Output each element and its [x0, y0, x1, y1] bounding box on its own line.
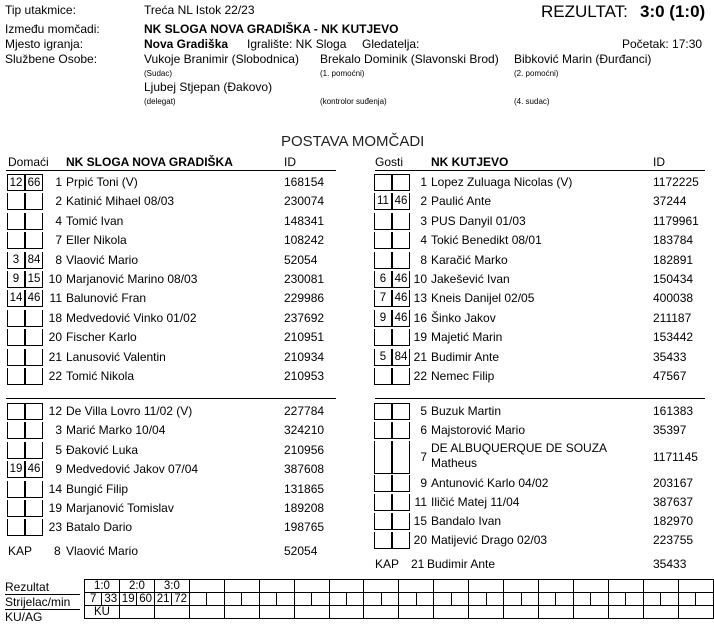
kuag-cell: [154, 606, 189, 619]
kuag-cell: [573, 606, 608, 619]
away-sub-minute-box: [392, 494, 410, 511]
score-cell: 1:0: [85, 580, 120, 593]
away-player-row: [0, 309, 714, 328]
away-shirt-number: 15: [413, 514, 427, 528]
away-player-row: [0, 251, 714, 270]
away-player-row: [0, 328, 714, 347]
scorer-cell: [521, 593, 538, 606]
away-player-row: [0, 474, 714, 493]
scorer-cell: [573, 593, 590, 606]
scorer-cell: [189, 593, 206, 606]
away-sub-minute-box: [374, 213, 392, 230]
away-player-id: 150434: [653, 272, 694, 286]
away-sub-minute-box: [374, 232, 392, 249]
away-player-name: Majetić Marin: [431, 330, 503, 345]
away-side-label: Gosti: [375, 155, 404, 169]
scorer-cell: [451, 593, 468, 606]
kuag-cell: [608, 606, 643, 619]
away-shirt-number: 11: [414, 495, 427, 509]
away-shirt-number: 20: [413, 533, 427, 547]
away-shirt-number: 5: [420, 404, 427, 418]
away-player-name: Majstorović Mario: [431, 423, 526, 437]
home-captain-label: KAP: [8, 544, 33, 558]
away-player-name: Jakešević Ivan: [431, 272, 510, 286]
kuag-cell: [364, 606, 399, 619]
score-cell: [259, 580, 294, 593]
bottom-label-divider-2: [5, 609, 80, 610]
away-sub-minute-box: [392, 422, 410, 439]
home-sub-minute-box: 15: [25, 271, 43, 288]
away-player-row: [0, 440, 714, 474]
away-player-id: 161383: [653, 404, 694, 418]
scorer-cell: [364, 593, 381, 606]
away-sub-minute-box: 11: [374, 193, 392, 210]
scorer-cell: [556, 593, 573, 606]
away-player-name: Tokić Benedikt 08/01: [431, 233, 542, 248]
score-cell: [504, 580, 539, 593]
home-player-id: 210953: [284, 369, 325, 383]
role-delegate: (delegat): [144, 97, 176, 106]
home-shirt-number: 8: [55, 252, 62, 267]
kickoff-value: Početak: 17:30: [622, 37, 703, 51]
kuag-cell: [189, 606, 224, 619]
bottom-label-divider-1: [5, 594, 80, 595]
home-sub-minute-box: 66: [25, 174, 43, 191]
scorer-cell: [399, 593, 416, 606]
away-captain-label: KAP: [375, 557, 400, 571]
home-sub-minute-box: 46: [25, 461, 43, 478]
away-player-name: Bandalo Ivan: [431, 514, 502, 528]
scorer-cell: [294, 593, 311, 606]
home-shirt-number: 2: [55, 194, 62, 209]
home-player-id: 230081: [284, 272, 325, 286]
home-sub-minute-box: 19: [7, 461, 25, 478]
home-captain-number: 8: [54, 544, 61, 558]
scorer-cell: [626, 593, 643, 606]
home-shirt-number: 18: [48, 310, 62, 325]
home-player-id: 227784: [284, 404, 325, 418]
score-cell: [434, 580, 469, 593]
scorer-cell: [259, 593, 276, 606]
score-cell: [399, 580, 434, 593]
away-sub-minute-box: [374, 441, 392, 474]
pitch-value: Igralište: NK Sloga: [247, 37, 347, 51]
away-player-id: 182891: [653, 252, 694, 267]
home-player-id: 387608: [284, 462, 325, 477]
away-shirt-number: 13: [413, 291, 427, 306]
scorer-cell: [277, 593, 294, 606]
home-shirt-number: 23: [48, 520, 62, 535]
away-shirt-number: 22: [413, 369, 427, 383]
away-player-row: [0, 402, 714, 421]
away-sub-minute-box: [392, 252, 410, 269]
kuag-row: [85, 606, 714, 619]
score-cell: [189, 580, 224, 593]
home-subs-divider: [6, 398, 336, 399]
away-sub-minute-box: [374, 174, 392, 191]
kuag-cell: [643, 606, 678, 619]
scorer-cell: [224, 593, 241, 606]
scorer-cell: [696, 593, 714, 606]
scorer-cell: 33: [102, 593, 119, 606]
home-shirt-number: 19: [48, 501, 62, 515]
official-assistant-1: Brekalo Dominik (Slavonski Brod): [320, 52, 499, 66]
home-player-id: 131865: [284, 481, 325, 496]
scorer-cell: [312, 593, 329, 606]
match-type-label: Tip utakmice:: [5, 3, 76, 17]
home-player-name: De Villa Lovro 11/02 (V): [66, 404, 193, 418]
scorer-cell: [381, 593, 398, 606]
scorer-cell: 72: [172, 593, 189, 606]
home-player-name: Fischer Karlo: [66, 330, 137, 345]
away-player-id: 1171145: [653, 450, 698, 464]
kuag-cell: KU: [85, 606, 120, 619]
away-player-row: [0, 421, 714, 440]
home-side-label: Domaći: [8, 155, 49, 169]
away-player-row: [0, 493, 714, 512]
away-player-id: 183784: [653, 233, 694, 248]
away-sub-minute-box: [392, 174, 410, 191]
scorer-cell: [643, 593, 660, 606]
away-player-row: [0, 270, 714, 289]
away-player-row: [0, 289, 714, 308]
scorer-cell: [434, 593, 451, 606]
home-player-name: Batalo Dario: [66, 520, 133, 535]
away-sub-minute-box: 46: [392, 271, 410, 288]
scorer-cell: [416, 593, 433, 606]
away-shirt-number: 8: [420, 252, 427, 267]
home-player-id: 168154: [284, 175, 325, 189]
officials-label: Službene Osobe:: [5, 52, 98, 66]
scorer-cell: [242, 593, 259, 606]
scorer-row: [85, 593, 714, 606]
away-shirt-number: 3: [420, 213, 427, 228]
away-shirt-number: 9: [420, 476, 427, 490]
home-player-name: Đaković Luka: [66, 442, 139, 457]
away-player-id: 211187: [653, 310, 692, 325]
venue-label: Mjesto igranja:: [5, 37, 84, 51]
score-cell: 2:0: [119, 580, 154, 593]
away-player-id: 1179961: [653, 213, 699, 228]
home-team-name: NK SLOGA NOVA GRADIŠKA: [66, 155, 233, 169]
home-shirt-number: 10: [48, 272, 62, 286]
official-assistant-2: Bibković Marin (Đurđanci): [514, 52, 652, 66]
scorer-cell: [469, 593, 486, 606]
away-shirt-number: 4: [420, 233, 427, 248]
home-shirt-number: 9: [55, 462, 62, 477]
role-assistant-2: (2. pomoćni): [514, 69, 559, 78]
official-delegate: Ljubej Stjepan (Đakovo): [144, 80, 273, 94]
away-player-id: 47567: [653, 369, 687, 383]
scorer-cell: [346, 593, 363, 606]
score-progression-table: [84, 579, 714, 619]
scorer-cell: 19: [119, 593, 136, 606]
away-sub-minute-box: [392, 213, 410, 230]
away-player-name: Nemec Filip: [431, 369, 495, 383]
home-player-id: 324210: [284, 423, 325, 438]
away-captain-number: 21: [411, 557, 425, 571]
home-sub-minute-box: 12: [7, 174, 25, 191]
scorer-row-label: Strijelac/min: [5, 595, 71, 609]
scorer-cell: 21: [154, 593, 171, 606]
home-sub-minute-box: 9: [7, 271, 25, 288]
kuag-cell: [504, 606, 539, 619]
home-player-id: 198765: [284, 520, 325, 535]
away-player-row: [0, 512, 714, 531]
away-player-name: Budimir Ante: [431, 349, 500, 364]
home-id-header: ID: [284, 155, 296, 169]
away-id-header: ID: [653, 155, 665, 169]
score-row-label: Rezultat: [5, 580, 50, 594]
home-player-name: Marjanović Tomislav: [66, 501, 174, 515]
away-sub-minute-box: [392, 368, 410, 385]
scorer-cell: [661, 593, 678, 606]
teams-value: NK SLOGA NOVA GRADIŠKA - NK KUTJEVO: [144, 22, 399, 36]
kuag-cell: [329, 606, 364, 619]
away-sub-minute-box: 46: [392, 310, 410, 327]
away-sub-minute-box: [374, 494, 392, 511]
away-shirt-number: 19: [413, 330, 427, 345]
away-shirt-number: 7: [420, 450, 427, 464]
away-captain-name: Budimir Ante: [427, 557, 496, 571]
home-player-name: Vlaović Mario: [66, 252, 139, 267]
home-player-id: 148341: [284, 213, 325, 228]
score-cell: [469, 580, 504, 593]
away-sub-minute-box: [392, 232, 410, 249]
home-player-name: Prpić Toni (V): [66, 175, 138, 189]
away-player-id: 203167: [653, 476, 694, 490]
home-player-name: Marjanović Marino 08/03: [66, 272, 198, 286]
scorer-cell: [678, 593, 695, 606]
away-subs-divider: [375, 398, 705, 399]
away-sub-minute-box: [392, 475, 410, 492]
away-player-id: 35433: [653, 349, 687, 364]
home-shirt-number: 22: [48, 369, 62, 383]
home-player-id: 108242: [284, 233, 325, 248]
role-controller: (kontrolor suđenja): [320, 97, 387, 106]
away-player-row: [0, 173, 714, 192]
away-player-name: Karačić Marko: [431, 252, 508, 267]
home-shirt-number: 20: [48, 330, 62, 345]
home-captain-name: Vlaović Mario: [66, 544, 139, 558]
away-player-name: Kneis Danijel 02/05: [431, 291, 535, 306]
away-sub-minute-box: [374, 475, 392, 492]
away-player-id: 387637: [653, 495, 694, 509]
score-cell: [329, 580, 364, 593]
home-player-name: Bungić Filip: [66, 481, 129, 496]
away-shirt-number: 16: [413, 310, 427, 325]
away-sub-minute-box: [374, 403, 392, 420]
away-shirt-number: 1: [420, 175, 427, 189]
kuag-cell: [538, 606, 573, 619]
away-header-divider: [375, 170, 705, 171]
away-sub-minute-box: [392, 513, 410, 530]
home-sub-minute-box: 3: [7, 252, 25, 269]
away-player-row: [0, 367, 714, 386]
scorer-cell: 60: [137, 593, 154, 606]
away-sub-minute-box: [374, 252, 392, 269]
kuag-cell: [678, 606, 713, 619]
away-sub-minute-box: [392, 403, 410, 420]
home-player-id: 52054: [284, 252, 318, 267]
home-player-name: Tomić Nikola: [66, 369, 135, 383]
result-label: REZULTAT:: [541, 2, 628, 21]
home-player-name: Eller Nikola: [66, 233, 127, 248]
away-player-name: Iličić Matej 11/04: [431, 495, 520, 509]
away-team-name: NK KUTJEVO: [431, 155, 509, 169]
home-player-name: Balunović Fran: [66, 291, 147, 306]
kuag-cell: [469, 606, 504, 619]
home-player-id: 230074: [284, 194, 325, 209]
home-shirt-number: 12: [48, 404, 62, 418]
away-player-name: Paulić Ante: [431, 194, 492, 209]
away-player-id: 153442: [653, 330, 694, 345]
scorer-cell: [207, 593, 224, 606]
away-sub-minute-box: [392, 532, 410, 549]
score-cell: [538, 580, 573, 593]
away-shirt-number: 10: [413, 272, 427, 286]
home-player-name: Marić Marko 10/04: [66, 423, 166, 438]
kuag-cell: [259, 606, 294, 619]
home-player-name: Tomić Ivan: [66, 213, 124, 228]
score-cell: [678, 580, 713, 593]
home-shirt-number: 5: [55, 442, 62, 457]
away-sub-minute-box: 84: [392, 349, 410, 366]
score-cell: [573, 580, 608, 593]
home-player-id: 189208: [284, 501, 325, 515]
home-player-id: 210956: [284, 442, 325, 457]
home-player-name: Lanusović Valentin: [66, 349, 166, 364]
home-sub-minute-box: 84: [25, 252, 43, 269]
away-player-name: DE ALBUQUERQUE DE SOUZA: [431, 441, 608, 455]
venue-value: Nova Gradiška: [144, 37, 229, 51]
kuag-cell: [119, 606, 154, 619]
scorer-cell: [504, 593, 521, 606]
away-player-row: [0, 231, 714, 250]
away-sub-minute-box: 5: [374, 349, 392, 366]
scorer-cell: [608, 593, 625, 606]
home-shirt-number: 11: [49, 291, 62, 306]
result-value: 3:0 (1:0): [640, 2, 706, 21]
score-cell: [224, 580, 259, 593]
away-player-id: 223755: [653, 533, 694, 547]
away-shirt-number: 2: [420, 194, 427, 209]
home-player-name: Medvedović Jakov 07/04: [66, 462, 199, 477]
away-player-id: 400038: [653, 291, 694, 306]
kuag-cell: [399, 606, 434, 619]
score-cell: [294, 580, 329, 593]
scorer-cell: 7: [85, 593, 102, 606]
home-shirt-number: 4: [55, 213, 62, 228]
away-player-row: [0, 348, 714, 367]
away-sub-minute-box: [392, 441, 410, 474]
away-player-id: 1172225: [653, 175, 699, 189]
official-referee: Vukoje Branimir (Slobodnica): [144, 52, 299, 66]
kuag-cell: [224, 606, 259, 619]
attendance-label: Gledatelja:: [362, 37, 420, 51]
away-sub-minute-box: 46: [392, 290, 410, 307]
role-assistant-1: (1. pomoćni): [320, 69, 365, 78]
home-player-name: Medvedović Vinko 01/02: [66, 310, 197, 325]
away-sub-minute-box: [374, 422, 392, 439]
home-shirt-number: 3: [55, 423, 62, 438]
lineup-title: POSTAVA MOMČADI: [281, 133, 425, 150]
home-shirt-number: 14: [48, 481, 62, 496]
home-player-id: 229986: [284, 291, 325, 306]
away-sub-minute-box: 7: [374, 290, 392, 307]
away-player-id: 37244: [653, 194, 687, 209]
away-sub-minute-box: [392, 329, 410, 346]
home-header-divider: [6, 170, 336, 171]
away-player-row: [0, 192, 714, 211]
away-sub-minute-box: 9: [374, 310, 392, 327]
home-sub-minute-box: 14: [7, 290, 25, 307]
home-player-id: 210951: [284, 330, 325, 345]
kuag-cell: [294, 606, 329, 619]
away-player-name-cont: Matheus: [431, 456, 478, 470]
score-cell: [364, 580, 399, 593]
away-player-name: Matijević Drago 02/03: [431, 533, 548, 547]
away-player-id: 35397: [653, 423, 687, 437]
score-cell: 3:0: [154, 580, 189, 593]
away-player-name: Lopez Zuluaga Nicolas (V): [431, 175, 573, 189]
scorer-cell: [538, 593, 555, 606]
home-player-name: Katinić Mihael 08/03: [66, 194, 175, 209]
away-sub-minute-box: [374, 368, 392, 385]
home-player-id: 210934: [284, 349, 325, 364]
away-player-name: Antunović Karlo 04/02: [431, 476, 549, 490]
home-shirt-number: 1: [55, 175, 62, 189]
home-player-id: 237692: [284, 310, 325, 325]
teams-label: Između momčadi:: [5, 22, 100, 36]
home-shirt-number: 7: [55, 233, 62, 248]
away-shirt-number: 6: [420, 423, 427, 437]
away-sub-minute-box: [374, 532, 392, 549]
role-fourth-official: (4. sudac): [514, 97, 550, 106]
score-cell: [608, 580, 643, 593]
away-sub-minute-box: [374, 329, 392, 346]
kuag-cell: [434, 606, 469, 619]
away-player-name: Buzuk Martin: [431, 404, 502, 418]
scorer-cell: [591, 593, 608, 606]
away-sub-minute-box: 46: [392, 193, 410, 210]
score-cell: [643, 580, 678, 593]
scorer-cell: [329, 593, 346, 606]
away-captain-id: 35433: [653, 557, 687, 571]
score-row: [85, 580, 714, 593]
kuag-row-label: KU/AG: [5, 610, 43, 624]
away-sub-minute-box: 6: [374, 271, 392, 288]
role-referee: (Sudac): [144, 69, 173, 78]
home-sub-minute-box: 46: [25, 290, 43, 307]
away-player-row: [0, 212, 714, 231]
scorer-cell: [486, 593, 503, 606]
away-player-id: 182970: [653, 514, 694, 528]
away-player-name: Šinko Jakov: [431, 310, 496, 325]
home-shirt-number: 21: [48, 349, 62, 364]
away-shirt-number: 21: [413, 349, 427, 364]
away-player-name: PUS Danyil 01/03: [431, 213, 526, 228]
match-type-value: Treća NL Istok 22/23: [144, 3, 255, 17]
away-sub-minute-box: [374, 513, 392, 530]
home-captain-id: 52054: [284, 544, 318, 558]
